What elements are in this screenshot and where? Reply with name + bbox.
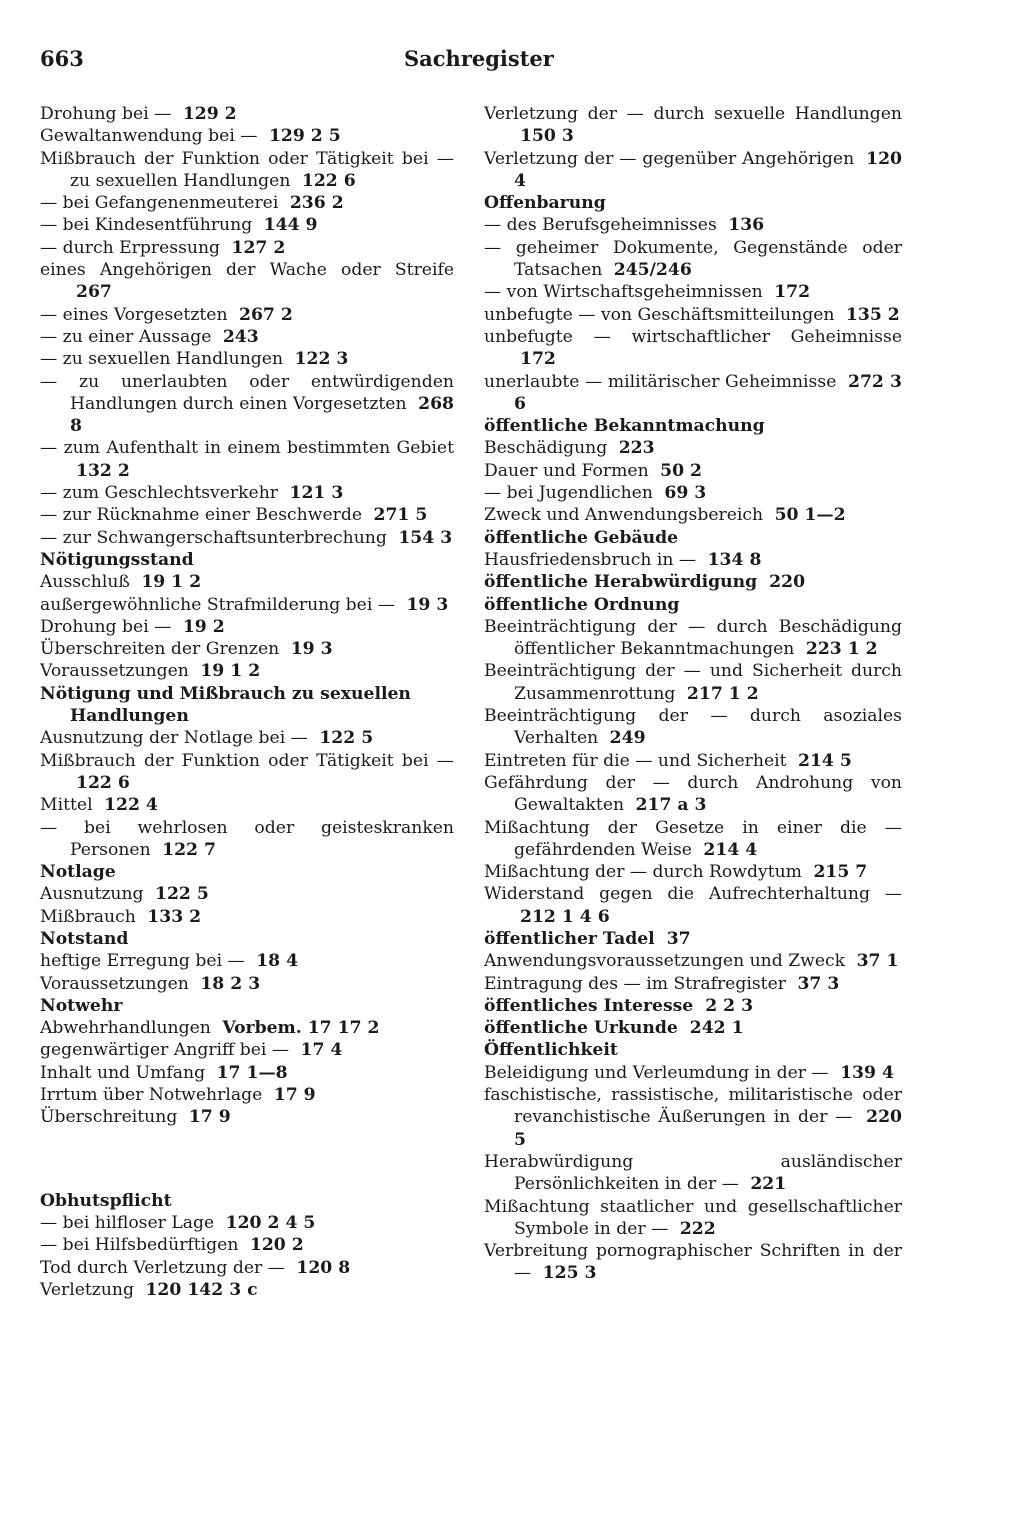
entry-term: Mißachtung staatlicher und gesellschaftlicher Symbole in der — bbox=[484, 1196, 902, 1239]
entry-term: — geheimer Dokumente, Gegenstände oder Tatsachen bbox=[484, 237, 902, 281]
index-entry bbox=[40, 348, 454, 370]
entry-reference: 129 2 5 bbox=[268, 126, 341, 147]
entry-term: — eines Vorgesetzten bbox=[40, 304, 228, 325]
entry-reference: 122 5 bbox=[319, 728, 374, 749]
page-number: 663 bbox=[40, 46, 84, 71]
index-entry bbox=[40, 482, 454, 504]
index-entry bbox=[40, 1017, 454, 1039]
entry-reference: 120 142 3 c bbox=[145, 1279, 258, 1300]
entry-term: Beschädigung bbox=[484, 438, 608, 459]
entry-reference: 223 1 2 bbox=[805, 639, 878, 660]
entry-reference: 236 2 bbox=[289, 193, 344, 214]
entry-reference: 144 9 bbox=[263, 215, 318, 236]
entry-term: Gefährdung der — durch Androhung von Gewaltakten bbox=[484, 772, 902, 816]
entry-reference: 122 5 bbox=[155, 884, 209, 905]
index-entry bbox=[484, 549, 902, 571]
entry-term: — bei wehrlosen oder geisteskranken Personen bbox=[40, 817, 454, 860]
entry-reference: 267 2 bbox=[239, 304, 293, 325]
entry-term: Mittel bbox=[40, 795, 93, 816]
index-entry bbox=[40, 527, 454, 549]
entry-term: außergewöhnliche Strafmilderung bei — bbox=[40, 594, 395, 615]
heading-term: öffentliche Herabwürdigung bbox=[484, 572, 758, 593]
index-entry bbox=[40, 237, 454, 259]
index-entry bbox=[484, 326, 902, 371]
index-entry bbox=[40, 103, 454, 125]
entry-reference: 120 4 bbox=[514, 148, 902, 191]
heading-term: öffentlicher Tadel bbox=[484, 928, 655, 949]
entry-reference: 220 5 bbox=[514, 1107, 903, 1150]
index-entry bbox=[40, 326, 454, 348]
index-entry bbox=[484, 772, 902, 817]
index-entry bbox=[40, 638, 454, 660]
heading-term: Notwehr bbox=[40, 995, 123, 1016]
index-entry bbox=[40, 571, 454, 593]
entry-reference: 133 2 bbox=[147, 906, 202, 927]
entry-term: Überschreiten der Grenzen bbox=[40, 639, 280, 660]
entry-term: Anwendungsvoraussetzungen und Zweck bbox=[484, 951, 846, 972]
index-column-left bbox=[40, 103, 454, 1301]
index-entry bbox=[40, 616, 454, 638]
index-entry bbox=[40, 817, 454, 862]
entry-reference: 172 bbox=[520, 349, 556, 370]
index-entry bbox=[40, 906, 454, 928]
index-entry bbox=[40, 594, 454, 616]
entry-term: — zur Schwangerschaftsunterbrechung bbox=[40, 527, 387, 548]
entry-term: Tod durch Verletzung der — bbox=[40, 1257, 285, 1278]
entry-reference: 121 3 bbox=[289, 483, 344, 504]
entry-term: Abwehrhandlungen bbox=[40, 1018, 211, 1039]
index-heading bbox=[40, 861, 454, 883]
index-entry bbox=[40, 125, 454, 147]
index-entry bbox=[484, 1084, 902, 1151]
index-entry bbox=[40, 883, 454, 905]
index-entry bbox=[40, 973, 454, 995]
entry-reference: 220 bbox=[769, 572, 806, 593]
entry-term: Voraussetzungen bbox=[40, 973, 189, 994]
index-entry bbox=[484, 281, 902, 303]
section-gap bbox=[40, 1129, 454, 1190]
index-entry bbox=[484, 1240, 902, 1285]
entry-reference: 120 8 bbox=[296, 1257, 351, 1278]
index-entry bbox=[484, 460, 902, 482]
index-heading bbox=[484, 192, 902, 214]
index-entry bbox=[40, 1106, 454, 1128]
entry-reference: 50 2 bbox=[660, 460, 702, 481]
entry-reference: 122 3 bbox=[294, 349, 349, 370]
heading-term: öffentliches Interesse bbox=[484, 995, 694, 1016]
index-heading bbox=[484, 594, 902, 616]
entry-reference: 242 1 bbox=[689, 1018, 744, 1039]
index-entry bbox=[484, 861, 902, 883]
entry-term: Ausschluß bbox=[40, 572, 130, 593]
index-heading bbox=[40, 1190, 454, 1212]
entry-reference: 272 3 6 bbox=[514, 371, 903, 414]
entry-term: Verbreitung pornographischer Schriften in der — bbox=[484, 1241, 902, 1284]
entry-term: — zum Geschlechtsverkehr bbox=[40, 483, 279, 504]
entry-reference: 122 6 bbox=[301, 170, 356, 191]
heading-term: Öffentlichkeit bbox=[484, 1040, 618, 1061]
entry-reference: 122 4 bbox=[104, 795, 158, 816]
entry-term: Inhalt und Umfang bbox=[40, 1062, 206, 1083]
entry-reference: 212 1 4 6 bbox=[520, 906, 610, 927]
index-entry bbox=[40, 1257, 454, 1279]
entry-reference: 17 4 bbox=[300, 1040, 343, 1061]
index-heading bbox=[484, 415, 902, 437]
index-entry bbox=[40, 1062, 454, 1084]
index-entry bbox=[40, 1279, 454, 1301]
index-entry bbox=[40, 148, 454, 193]
index-entry bbox=[484, 1151, 902, 1196]
entry-reference: 136 bbox=[728, 215, 765, 236]
index-column-right bbox=[484, 103, 902, 1285]
index-entry bbox=[484, 214, 902, 236]
heading-term: Obhutspflicht bbox=[40, 1190, 172, 1211]
entry-term: Eintreten für die — und Sicherheit bbox=[484, 750, 787, 771]
entry-term: — zu unerlaubten oder entwürdigenden Handlungen durch einen Vorgesetzten bbox=[40, 371, 454, 414]
index-entry bbox=[40, 794, 454, 816]
entry-reference: 127 2 bbox=[231, 237, 286, 258]
entry-reference: 122 6 bbox=[76, 772, 130, 793]
entry-term: faschistische, rassistische, militaristische oder revanchistische Äußerungen in der — bbox=[484, 1085, 902, 1128]
index-heading bbox=[484, 995, 902, 1017]
entry-reference: 214 5 bbox=[798, 750, 852, 771]
index-entry bbox=[484, 103, 902, 148]
index-entry bbox=[484, 148, 902, 193]
entry-reference: 18 4 bbox=[256, 951, 299, 972]
entry-term: Verletzung der — durch sexuelle Handlungen bbox=[484, 104, 902, 124]
entry-reference: 172 bbox=[774, 282, 811, 303]
entry-reference: 37 3 bbox=[797, 973, 840, 994]
index-entry bbox=[40, 750, 454, 795]
index-entry bbox=[40, 950, 454, 972]
entry-reference: 120 2 4 5 bbox=[225, 1212, 316, 1233]
index-entry bbox=[484, 504, 902, 526]
page-title: Sachregister bbox=[404, 46, 554, 71]
entry-reference: 17 9 bbox=[188, 1107, 231, 1128]
entry-reference: 215 7 bbox=[813, 862, 868, 883]
entry-reference: 19 3 bbox=[290, 639, 333, 660]
entry-reference: 217 1 2 bbox=[686, 683, 759, 704]
index-entry bbox=[484, 883, 902, 928]
index-entry bbox=[40, 1039, 454, 1061]
entry-reference: 267 bbox=[76, 282, 112, 303]
index-entry bbox=[40, 214, 454, 236]
index-entry bbox=[484, 304, 902, 326]
index-entry bbox=[40, 504, 454, 526]
entry-reference: 17 9 bbox=[273, 1085, 316, 1106]
index-entry bbox=[40, 304, 454, 326]
entry-reference: 69 3 bbox=[664, 483, 707, 504]
entry-term: gegenwärtiger Angriff bei — bbox=[40, 1040, 290, 1061]
entry-term: Beeinträchtigung der — durch Beschädigung öffentlicher Bekanntmachungen bbox=[484, 616, 902, 660]
entry-reference: 125 3 bbox=[542, 1263, 597, 1284]
entry-term: — bei Hilfsbedürftigen bbox=[40, 1235, 239, 1256]
index-entry bbox=[40, 727, 454, 749]
entry-reference: 268 8 bbox=[70, 393, 454, 437]
index-entry bbox=[484, 237, 902, 282]
index-heading bbox=[40, 549, 454, 571]
entry-term: — zum Aufenthalt in einem bestimmten Gebiet bbox=[40, 438, 454, 459]
index-heading bbox=[40, 928, 454, 950]
index-heading bbox=[484, 1017, 902, 1039]
entry-reference: 18 2 3 bbox=[200, 973, 261, 994]
entry-reference: 223 bbox=[618, 438, 655, 459]
entry-term: Überschreitung bbox=[40, 1107, 178, 1128]
entry-term: Mißachtung der Gesetze in einer die — gefährdenden Weise bbox=[484, 817, 902, 860]
entry-term: Hausfriedensbruch in — bbox=[484, 549, 697, 570]
entry-term: heftige Erregung bei — bbox=[40, 951, 245, 972]
entry-term: Dauer und Formen bbox=[484, 460, 649, 481]
entry-term: Mißbrauch der Funktion oder Tätigkeit bei — zu sexuellen Handlungen bbox=[40, 148, 454, 191]
entry-reference: 120 2 bbox=[249, 1235, 304, 1256]
index-entry bbox=[40, 1084, 454, 1106]
entry-reference: 243 bbox=[222, 326, 259, 347]
heading-term: Nötigung und Mißbrauch zu sexuellen Handlungen bbox=[40, 683, 411, 727]
entry-term: — zur Rücknahme einer Beschwerde bbox=[40, 505, 363, 526]
entry-reference: 19 2 bbox=[182, 616, 225, 637]
entry-term: — durch Erpressung bbox=[40, 237, 221, 258]
index-entry bbox=[40, 437, 454, 482]
entry-reference: 150 3 bbox=[520, 126, 574, 147]
entry-reference: 129 2 bbox=[182, 104, 237, 124]
entry-term: — des Berufsgeheimnisses bbox=[484, 215, 717, 236]
entry-term: Gewaltanwendung bei — bbox=[40, 126, 258, 147]
index-entry bbox=[484, 1196, 902, 1241]
entry-reference: 19 1 2 bbox=[141, 572, 202, 593]
index-heading bbox=[40, 995, 454, 1017]
entry-term: Ausnutzung der Notlage bei — bbox=[40, 728, 308, 749]
entry-reference: 134 8 bbox=[707, 549, 762, 570]
index-entry bbox=[484, 705, 902, 750]
entry-term: Mißbrauch der Funktion oder Tätigkeit bei — bbox=[40, 750, 454, 771]
entry-reference: 50 1—2 bbox=[774, 505, 846, 526]
index-heading bbox=[40, 683, 454, 728]
index-entry bbox=[40, 192, 454, 214]
entry-term: Voraussetzungen bbox=[40, 661, 189, 682]
entry-term: — bei Gefangenenmeuterei bbox=[40, 193, 279, 214]
index-entry bbox=[484, 482, 902, 504]
entry-term: unbefugte — wirtschaftlicher Geheimnisse bbox=[484, 326, 902, 347]
entry-reference: 139 4 bbox=[840, 1062, 894, 1083]
entry-term: — zu sexuellen Handlungen bbox=[40, 349, 284, 370]
entry-term: Eintragung des — im Strafregister bbox=[484, 973, 786, 994]
entry-reference: 122 7 bbox=[162, 839, 216, 860]
entry-term: — bei Kindesentführung bbox=[40, 215, 253, 236]
entry-term: — bei hilfloser Lage bbox=[40, 1212, 215, 1233]
entry-term: Beleidigung und Verleumdung in der — bbox=[484, 1062, 829, 1083]
entry-term: unbefugte — von Geschäftsmitteilungen bbox=[484, 304, 835, 325]
entry-reference: 245/246 bbox=[613, 260, 692, 281]
entry-term: Mißbrauch bbox=[40, 906, 136, 927]
entry-term: — bei Jugendlichen bbox=[484, 483, 653, 504]
entry-term: Widerstand gegen die Aufrechterhaltung — bbox=[484, 884, 902, 905]
heading-term: Offenbarung bbox=[484, 193, 606, 214]
heading-term: öffentliche Urkunde bbox=[484, 1018, 678, 1039]
heading-term: öffentliche Gebäude bbox=[484, 527, 679, 548]
heading-term: öffentliche Ordnung bbox=[484, 594, 680, 615]
index-entry bbox=[484, 950, 902, 972]
index-entry bbox=[40, 1212, 454, 1234]
entry-reference: 132 2 bbox=[76, 460, 130, 481]
index-entry bbox=[484, 750, 902, 772]
entry-reference: 271 5 bbox=[373, 505, 428, 526]
heading-term: Nötigungsstand bbox=[40, 549, 194, 570]
entry-term: Ausnutzung bbox=[40, 884, 144, 905]
entry-reference: Vorbem. 17 17 2 bbox=[222, 1018, 380, 1039]
entry-reference: 37 bbox=[666, 928, 691, 949]
heading-term: Notstand bbox=[40, 928, 129, 949]
entry-reference: 249 bbox=[609, 728, 646, 749]
entry-term: Beeinträchtigung der — und Sicherheit durch Zusammenrottung bbox=[484, 661, 902, 704]
index-heading bbox=[484, 527, 902, 549]
entry-reference: 214 4 bbox=[703, 839, 758, 860]
entry-term: Drohung bei — bbox=[40, 104, 172, 124]
heading-term: öffentliche Bekanntmachung bbox=[484, 416, 765, 437]
index-entry bbox=[484, 371, 902, 416]
entry-reference: 135 2 bbox=[845, 304, 900, 325]
entry-term: eines Angehörigen der Wache oder Streife bbox=[40, 260, 454, 281]
index-entry bbox=[40, 259, 454, 304]
entry-term: Beeinträchtigung der — durch asoziales Verhalten bbox=[484, 706, 902, 749]
entry-reference: 2 2 3 bbox=[705, 995, 754, 1016]
index-entry bbox=[40, 1234, 454, 1256]
entry-reference: 221 bbox=[750, 1174, 787, 1195]
entry-term: — zu einer Aussage bbox=[40, 326, 212, 347]
entry-term: Zweck und Anwendungsbereich bbox=[484, 505, 764, 526]
entry-reference: 19 1 2 bbox=[200, 661, 261, 682]
index-entry bbox=[484, 616, 902, 661]
entry-reference: 222 bbox=[679, 1218, 716, 1239]
index-entry bbox=[484, 1062, 902, 1084]
entry-reference: 37 1 bbox=[856, 951, 899, 972]
page-header bbox=[0, 46, 1024, 82]
entry-term: Verletzung bbox=[40, 1279, 134, 1300]
entry-reference: 217 a 3 bbox=[635, 795, 707, 816]
entry-term: Verletzung der — gegenüber Angehörigen bbox=[484, 148, 855, 169]
entry-term: Herabwürdigung ausländischer Persönlichkeiten in der — bbox=[484, 1151, 902, 1195]
entry-term: Mißachtung der — durch Rowdytum bbox=[484, 862, 802, 883]
entry-term: unerlaubte — militärischer Geheimnisse bbox=[484, 371, 837, 392]
entry-term: Drohung bei — bbox=[40, 616, 172, 637]
index-entry bbox=[40, 660, 454, 682]
entry-term: Irrtum über Notwehrlage bbox=[40, 1085, 263, 1106]
index-entry bbox=[484, 973, 902, 995]
entry-reference: 17 1—8 bbox=[216, 1062, 288, 1083]
index-heading bbox=[484, 1039, 902, 1061]
entry-term: — von Wirtschaftsgeheimnissen bbox=[484, 282, 763, 303]
entry-reference: 154 3 bbox=[398, 527, 453, 548]
index-entry bbox=[40, 371, 454, 438]
index-heading bbox=[484, 928, 902, 950]
index-heading bbox=[484, 571, 902, 593]
index-entry bbox=[484, 660, 902, 705]
index-entry bbox=[484, 817, 902, 862]
heading-term: Notlage bbox=[40, 862, 116, 883]
index-entry bbox=[484, 437, 902, 459]
entry-reference: 19 3 bbox=[406, 594, 449, 615]
